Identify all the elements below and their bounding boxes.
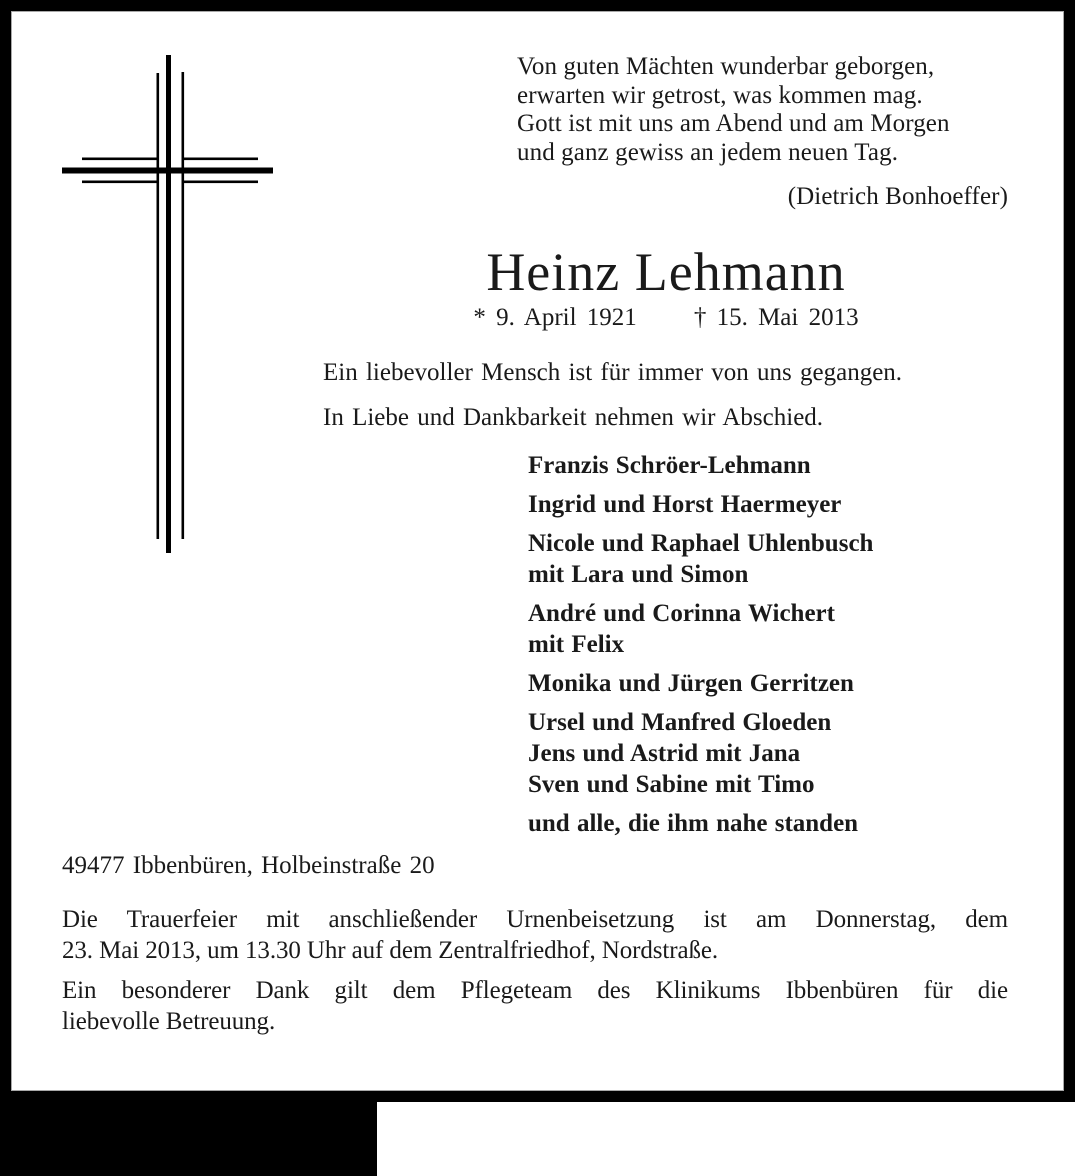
quote-line: erwarten wir getrost, was kommen mag. <box>517 81 923 109</box>
quote-line: Von guten Mächten wunderbar geborgen, <box>517 53 935 80</box>
funeral-details-line: Die Trauerfeier mit anschließender Urnenbeisetzung ist am Donnerstag, dem <box>62 906 1008 933</box>
mourner-group <box>528 450 988 481</box>
funeral-details <box>62 904 1008 966</box>
mourner-name: Franzis Schröer-Lehmann <box>528 452 811 479</box>
farewell-line: Ein liebevoller Mensch ist für immer von uns gegangen. <box>323 359 903 386</box>
mourner-name: André und Corinna Wichert <box>528 600 835 627</box>
mourner-name: Ursel und Manfred Gloeden <box>528 709 832 736</box>
mourner-name: Ingrid und Horst Haermeyer <box>528 491 842 518</box>
mourner-name: Jens und Astrid mit Jana <box>528 740 801 767</box>
mourner-group <box>528 808 988 839</box>
mourner-name: Sven und Sabine mit Timo <box>528 771 815 798</box>
quote-line: Gott ist mit uns am Abend und am Morgen <box>517 110 950 137</box>
thanks-note <box>62 975 1008 1037</box>
mourner-group <box>528 707 988 800</box>
adjacent-notice-fragment <box>0 1102 377 1176</box>
thanks-note-line: liebevolle Betreuung. <box>62 1008 276 1035</box>
death-date: † 15. Mai 2013 <box>693 304 859 331</box>
deceased-name: Heinz Lehmann <box>486 242 846 302</box>
funeral-details-line: 23. Mai 2013, um 13.30 Uhr auf dem Zentralfriedhof, Nordstraße. <box>62 937 719 964</box>
mourner-group <box>528 489 988 520</box>
cross-icon <box>0 0 300 570</box>
mourner-name: Nicole und Raphael Uhlenbusch <box>528 530 874 557</box>
birth-date: * 9. April 1921 <box>473 304 637 331</box>
address-line: 49477 Ibbenbüren, Holbeinstraße 20 <box>62 852 435 879</box>
life-dates <box>323 304 1009 332</box>
opening-quote <box>517 53 1008 212</box>
quote-line: und ganz gewiss an jedem neuen Tag. <box>517 138 899 166</box>
quote-attribution: (Dietrich Bonhoeffer) <box>787 183 1008 210</box>
mourner-closing-line: und alle, die ihm nahe standen <box>528 810 859 837</box>
farewell-line: In Liebe und Dankbarkeit nehmen wir Abschied. <box>323 404 824 431</box>
mourner-name: mit Felix <box>528 631 625 658</box>
mourners-list <box>528 450 988 847</box>
mourner-group <box>528 598 988 660</box>
mourner-name: Monika und Jürgen Gerritzen <box>528 670 854 697</box>
thanks-note-line: Ein besonderer Dank gilt dem Pflegeteam des Klinikums Ibbenbüren für die <box>62 977 1008 1004</box>
mourner-group <box>528 668 988 699</box>
mourner-group <box>528 528 988 590</box>
mourner-name: mit Lara und Simon <box>528 561 749 588</box>
